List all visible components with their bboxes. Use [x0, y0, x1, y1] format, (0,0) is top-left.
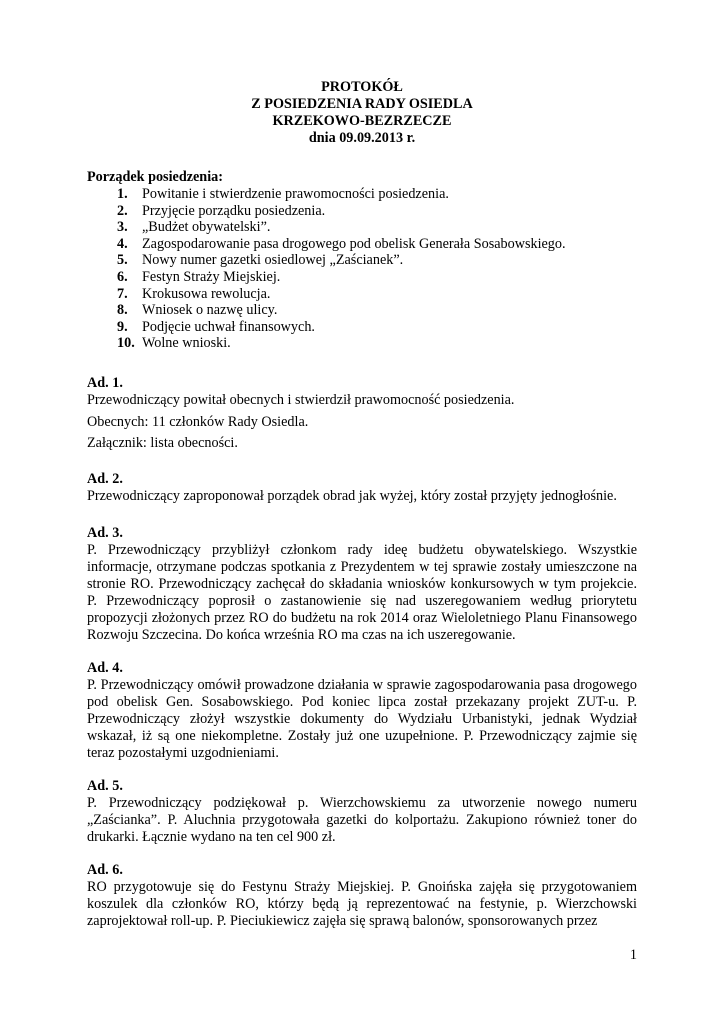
- section-ad-4: [87, 660, 637, 762]
- agenda-item: [117, 302, 566, 319]
- agenda-item-number: 9.: [117, 318, 128, 335]
- agenda-item-text: „Budżet obywatelski”.: [142, 219, 271, 236]
- agenda-item-number: 1.: [117, 186, 128, 202]
- agenda-item: [117, 319, 566, 336]
- title-line-1: PROTOKÓŁ: [321, 79, 403, 95]
- section-text: Załącznik: lista obecności.: [87, 435, 238, 451]
- agenda-item: [117, 286, 566, 303]
- agenda-item: [117, 236, 566, 253]
- agenda-item-number: 10.: [117, 335, 135, 352]
- section-ad-2: [87, 471, 637, 505]
- section-text: P. Przewodniczący podziękował p. Wierzchowskiemu za utworzenie nowego numeru „Zaścianka”. P. Aluchnia przygotowała gazetki do kolportażu. Zakupiono również toner do drukarki. Łącznie wydano na ten cel 900 zł.: [87, 795, 637, 845]
- agenda-item-number: 2.: [117, 202, 128, 219]
- agenda-item: [117, 252, 566, 269]
- agenda-item-text: Wolne wnioski.: [142, 335, 231, 352]
- agenda-heading: Porządek posiedzenia:: [87, 169, 223, 185]
- section-text: Przewodniczący powitał obecnych i stwierdził prawomocność posiedzenia.: [87, 392, 515, 408]
- agenda-item-number: 5.: [117, 252, 128, 269]
- agenda-list: [117, 186, 566, 352]
- section-text: P. Przewodniczący omówił prowadzone działania w sprawie zagospodarowania pasa drogowego pod obelisk Gen. Sosabowskiego. Pod koniec lipca został przekazany projekt ZUT-u. P. Przewodniczący złożył wszystkie dokumenty do Wydziału Urbanistyki, jednak Wydział wskazał, iż są one niekompletne. Zostały już one uzupełnione. P. Przewodniczący zajmie się teraz pozostałymi uzgodnieniami.: [87, 677, 637, 761]
- title-line-2: Z POSIEDZENIA RADY OSIEDLA: [251, 95, 473, 112]
- section-text: RO przygotowuje się do Festynu Straży Miejskiej. P. Gnoińska zajęła się przygotowaniem koszulek dla członków RO, którzy będą ją reprezentować na festynie, p. Wierzchowski zaprojektował roll-up. P. Pieciukiewicz zajęła się sprawą balonów, sponsorowanych przez: [87, 879, 637, 929]
- section-heading: Ad. 1.: [87, 375, 123, 391]
- agenda-item-number: 8.: [117, 302, 128, 319]
- section-heading: Ad. 6.: [87, 862, 123, 878]
- agenda-item: [117, 269, 566, 286]
- agenda-item-number: 3.: [117, 219, 128, 236]
- agenda-item-text: Zagospodarowanie pasa drogowego pod obelisk Generała Sosabowskiego.: [142, 235, 566, 252]
- agenda-item: [117, 219, 566, 236]
- agenda-item-text: Wniosek o nazwę ulicy.: [142, 302, 278, 319]
- agenda-item-text: Powitanie i stwierdzenie prawomocności posiedzenia.: [142, 186, 449, 202]
- section-heading: Ad. 5.: [87, 778, 123, 794]
- agenda-item: [117, 335, 566, 352]
- section-ad-3: [87, 525, 637, 643]
- section-text: Obecnych: 11 członków Rady Osiedla.: [87, 413, 309, 430]
- agenda-item-number: 4.: [117, 235, 128, 252]
- document-title: [0, 79, 724, 147]
- agenda-item: [117, 186, 566, 203]
- section-text: P. Przewodniczący przybliżył członkom rady ideę budżetu obywatelskiego. Wszystkie informacje, otrzymane podczas spotkania z Prezydentem w tej sprawie zostały umieszczone na stronie RO. Przewodniczący zachęcał do składania wniosków konkursowych w tym projekcie. P. Przewodniczący poprosił o zastanowienie się nad uszeregowaniem według priorytetu propozycji złożonych przez RO do budżetu na rok 2014 oraz Wieloletniego Planu Finansowego Rozwoju Szczecina. Do końca września RO ma czas na ich uszeregowanie.: [87, 542, 637, 643]
- title-line-3: KRZEKOWO-BEZRZECZE: [272, 112, 452, 129]
- agenda-item-number: 6.: [117, 268, 128, 285]
- agenda-item: [117, 203, 566, 220]
- agenda-item-text: Podjęcie uchwał finansowych.: [142, 318, 315, 335]
- section-ad-5: [87, 778, 637, 846]
- section-heading: Ad. 2.: [87, 471, 123, 487]
- title-line-4: dnia 09.09.2013 r.: [308, 129, 416, 146]
- section-heading: Ad. 3.: [87, 525, 123, 541]
- section-ad-1: [87, 375, 637, 457]
- section-ad-6: [87, 862, 637, 930]
- section-text: Przewodniczący zaproponował porządek obrad jak wyżej, który został przyjęty jednogłośnie.: [87, 488, 617, 504]
- agenda-item-text: Krokusowa rewolucja.: [142, 285, 271, 302]
- agenda-item-text: Przyjęcie porządku posiedzenia.: [142, 202, 326, 219]
- agenda-item-text: Nowy numer gazetki osiedlowej „Zaścianek”.: [142, 252, 404, 269]
- section-heading: Ad. 4.: [87, 660, 123, 676]
- agenda-item-number: 7.: [117, 285, 128, 302]
- page-number: 1: [629, 947, 637, 963]
- agenda-item-text: Festyn Straży Miejskiej.: [142, 268, 281, 285]
